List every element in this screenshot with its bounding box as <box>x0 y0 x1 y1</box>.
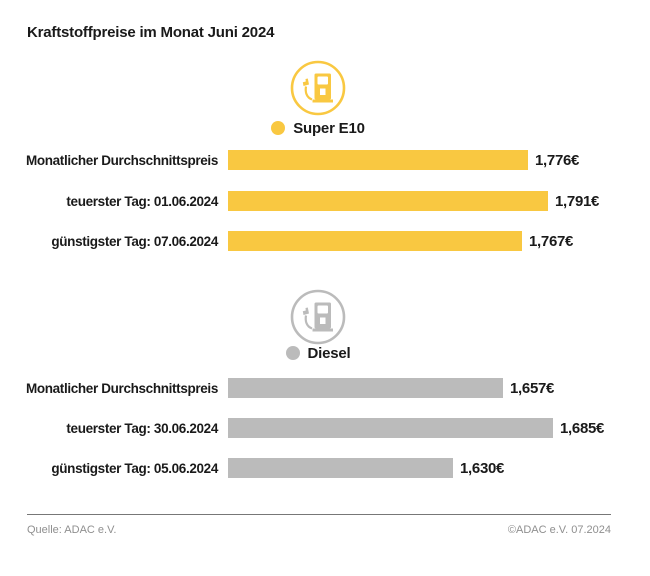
bar-value-label: 1,767€ <box>529 232 574 250</box>
bar-row-diesel-average <box>0 378 650 398</box>
bar-super-min <box>228 231 522 251</box>
bar-category-label: teuerster Tag: 01.06.2024 <box>66 193 218 209</box>
footer-source: Quelle: ADAC e.V. <box>27 524 117 536</box>
footer-copyright: ©ADAC e.V. 07.2024 <box>507 524 611 536</box>
bar-value-label: 1,776€ <box>535 151 580 169</box>
legend-label-super-e10: Super E10 <box>293 119 365 137</box>
bar-row-super-max <box>0 191 650 211</box>
legend-label-diesel: Diesel <box>307 344 351 362</box>
bar-category-label: günstigster Tag: 05.06.2024 <box>51 460 218 476</box>
bar-category-label: Monatlicher Durchschnittspreis <box>25 380 218 396</box>
bar-value-label: 1,685€ <box>560 419 605 437</box>
bar-category-label: Monatlicher Durchschnittspreis <box>25 152 218 168</box>
legend-dot-super-e10 <box>271 121 285 135</box>
bar-value-label: 1,657€ <box>510 379 555 397</box>
bar-row-diesel-max <box>0 418 650 438</box>
bar-value-label: 1,630€ <box>460 459 505 477</box>
bar-category-label: teuerster Tag: 30.06.2024 <box>66 420 218 436</box>
legend-super-e10 <box>0 119 636 137</box>
bar-row-diesel-min <box>0 458 650 478</box>
fuel-pump-icon <box>290 60 346 116</box>
bar-row-super-average <box>0 150 650 170</box>
bar-super-max <box>228 191 548 211</box>
bar-diesel-max <box>228 418 553 438</box>
legend-dot-diesel <box>286 346 300 360</box>
bar-value-label: 1,791€ <box>555 192 600 210</box>
fuel-pump-icon <box>290 289 346 345</box>
bar-diesel-min <box>228 458 453 478</box>
bar-row-super-min <box>0 231 650 251</box>
legend-diesel <box>0 344 636 362</box>
bar-diesel-average <box>228 378 503 398</box>
footer-divider <box>27 514 611 515</box>
page-title: Kraftstoffpreise im Monat Juni 2024 <box>27 24 275 41</box>
bar-category-label: günstigster Tag: 07.06.2024 <box>51 233 218 249</box>
bar-super-average <box>228 150 528 170</box>
